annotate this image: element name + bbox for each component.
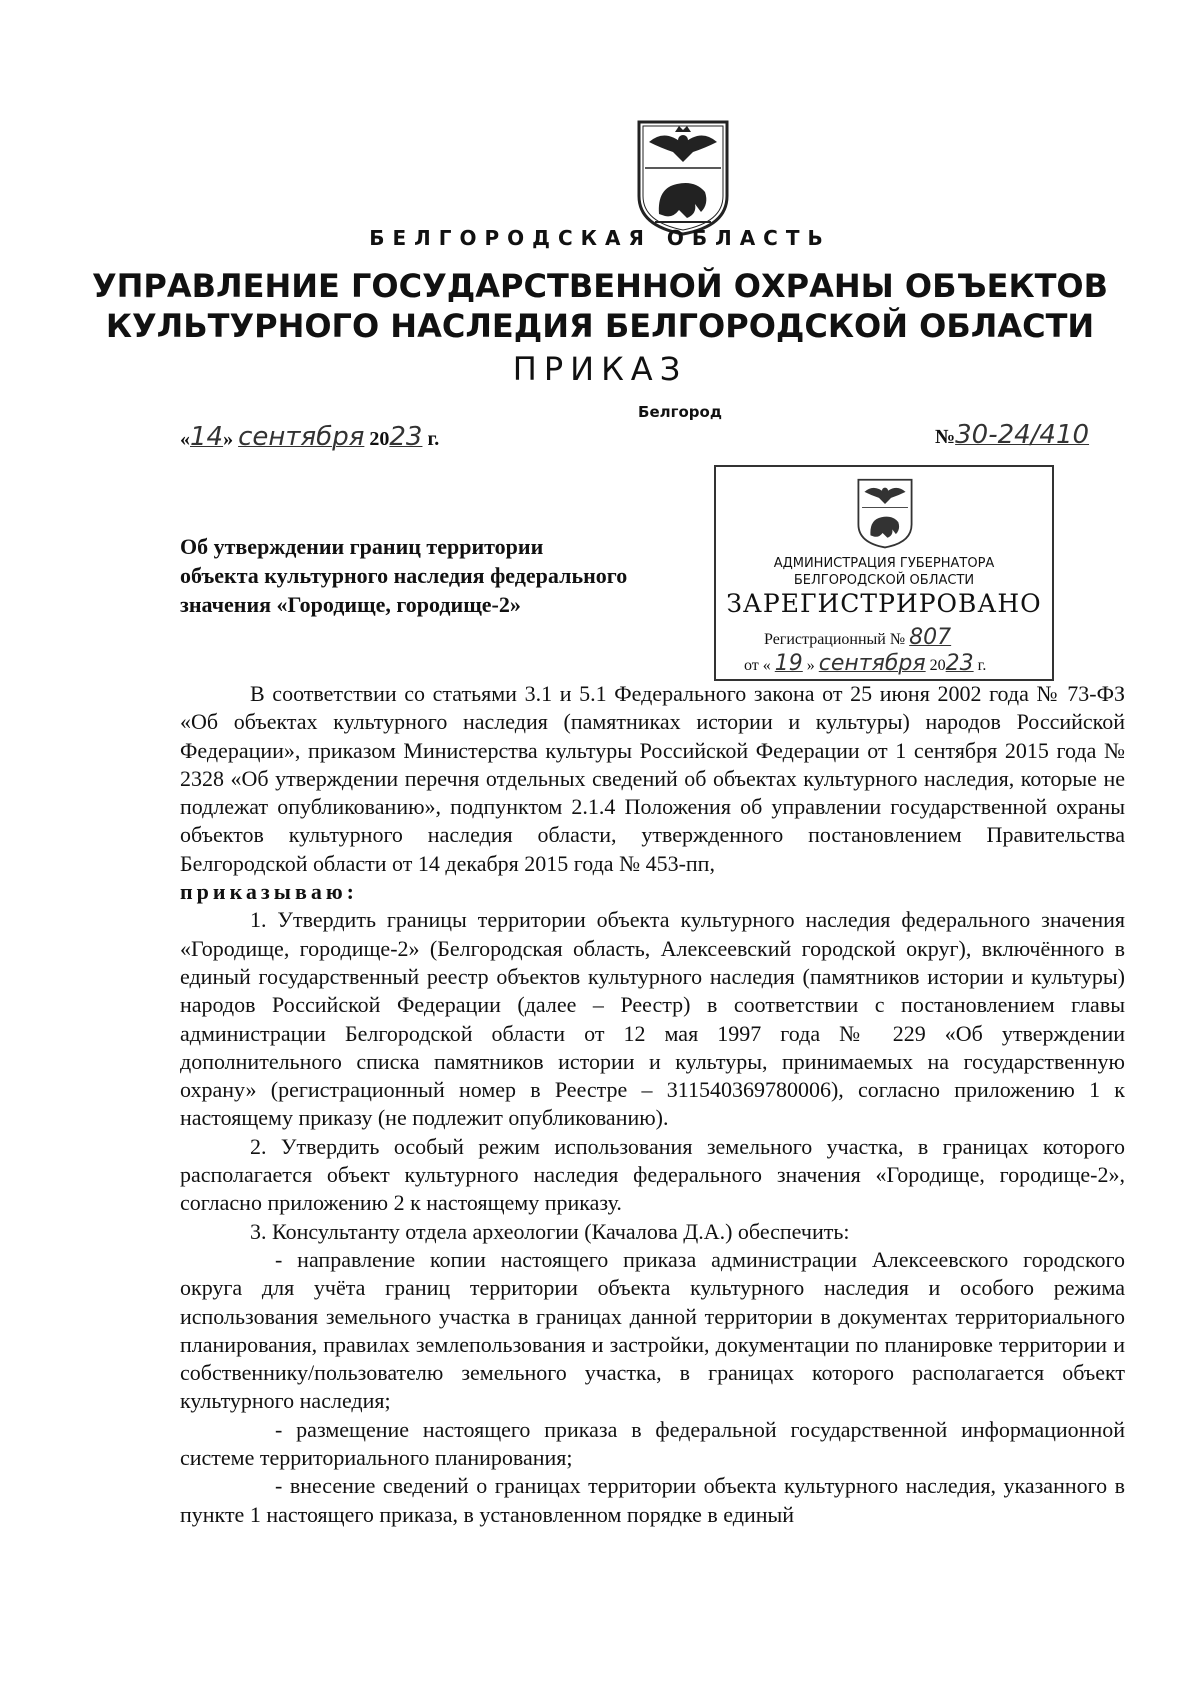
dash-item-1: - направление копии настоящего приказа администрации Алексеевского городского округа для учёта границ территории объекта культурного наследия и особого режима использования земельного участка в границах данной территории в документах территориального планирования, правилах землепользования и застройки, документации по планировке территории и собственнику/пользователю земельного участка, в границах которого располагается объект культурного наследия; bbox=[180, 1246, 1125, 1414]
agency-title-line-2: КУЛЬТУРНОГО НАСЛЕДИЯ БЕЛГОРОДСКОЙ ОБЛАСТИ bbox=[105, 307, 1095, 345]
date-year-mark: г. bbox=[427, 428, 440, 450]
document-type: ПРИКАЗ bbox=[512, 350, 688, 388]
stamp-date-year-prefix: 20 bbox=[929, 657, 946, 674]
order-number bbox=[935, 420, 1089, 450]
stamp-regno bbox=[764, 625, 951, 650]
date-year-prefix: 20 bbox=[369, 428, 390, 450]
stamp-date-day: 19 bbox=[774, 651, 803, 676]
date-month: сентября bbox=[238, 422, 365, 452]
stamp-regno-value: 807 bbox=[909, 625, 952, 650]
subject-line-3: значения «Городище, городище-2» bbox=[180, 592, 521, 617]
stamp-admin-label bbox=[716, 555, 1052, 589]
order-subject bbox=[180, 532, 700, 619]
stamp-date-prefix: от « bbox=[744, 657, 771, 674]
stamp-date bbox=[744, 651, 986, 676]
date-year-suffix: 23 bbox=[389, 422, 423, 452]
agency-title bbox=[0, 266, 1200, 346]
order-body bbox=[180, 680, 1125, 1529]
agency-title-line-1: УПРАВЛЕНИЕ ГОСУДАРСТВЕННОЙ ОХРАНЫ ОБЪЕКТОВ bbox=[91, 267, 1109, 305]
number-value: 30-24/410 bbox=[955, 420, 1090, 450]
item-1-paragraph: 1. Утвердить границы территории объекта культурного наследия федерального значения «Городище, городище-2» (Белгородская область, Алексеевский городской округ), включённого в единый государственный реестр объектов культурного наследия (памятников истории и культуры) народов Российской Федерации (далее – Реестр) в соответствии с постановлением главы администрации Белгородской области от 12 мая 1997 года № 229 «Об утверждении дополнительного списка памятников истории и культуры, принимаемых на государственную охрану» (регистрационный номер в Реестре – 311540369780006), согласно приложению 1 к настоящему приказу (не подлежит опубликованию). bbox=[180, 907, 1125, 1131]
stamp-coat-of-arms-icon bbox=[856, 477, 914, 549]
stamp-admin-line-1: АДМИНИСТРАЦИЯ ГУБЕРНАТОРА bbox=[773, 556, 995, 571]
item-2-paragraph: 2. Утвердить особый режим использования земельного участка, в границах которого располагается объект культурного наследия федерального значения «Городище, городище-2», согласно приложению 2 к настоящему приказу. bbox=[180, 1133, 1125, 1216]
region-title: БЕЛГОРОДСКАЯ ОБЛАСТЬ bbox=[369, 226, 831, 250]
preamble-paragraph: В соответствии со статьями 3.1 и 5.1 Федерального закона от 25 июня 2002 года № 73-ФЗ «Об объектах культурного наследия (памятниках истории и культуры) народов Российской Федерации», приказом Министерства культуры Российской Федерации от 1 сентября 2015 года № 2328 «Об утверждении перечня отдельных сведений об объектах культурного наследия, которые не подлежат опубликованию», подпунктом 2.1.4 Положения об управлении государственной охраны объектов культурного наследия области, утвержденного постановлением Правительства Белгородской области от 14 декабря 2015 года № 453-пп, bbox=[180, 681, 1125, 876]
stamp-date-month: сентября bbox=[818, 651, 926, 676]
number-prefix: № bbox=[935, 426, 956, 448]
stamp-date-year-suffix: 23 bbox=[945, 651, 974, 676]
subject-line-2: объекта культурного наследия федерального bbox=[180, 563, 628, 588]
order-word: приказываю: bbox=[180, 879, 358, 905]
item-3-paragraph: 3. Консультанту отдела археологии (Качалова Д.А.) обеспечить: bbox=[250, 1218, 850, 1244]
stamp-regno-label: Регистрационный № bbox=[764, 631, 906, 648]
registration-stamp bbox=[714, 465, 1054, 681]
subject-line-1: Об утверждении границ территории bbox=[180, 534, 544, 559]
date-day: 14 bbox=[190, 422, 224, 452]
city-label: Белгород bbox=[638, 403, 722, 421]
stamp-admin-line-2: БЕЛГОРОДСКОЙ ОБЛАСТИ bbox=[793, 573, 975, 588]
date-close-quote: » bbox=[223, 428, 234, 450]
dash-item-2: - размещение настоящего приказа в федеральной государственной информационной системе территориального планирования; bbox=[180, 1416, 1125, 1471]
stamp-date-close: » bbox=[806, 657, 815, 674]
stamp-registered: ЗАРЕГИСТРИРОВАНО bbox=[726, 589, 1042, 618]
belgorod-coat-of-arms-icon bbox=[635, 118, 731, 236]
dash-item-3: - внесение сведений о границах территории объекта культурного наследия, указанного в пункте 1 настоящего приказа, в установленном порядке в единый bbox=[180, 1473, 1125, 1527]
stamp-date-year-mark: г. bbox=[977, 657, 987, 674]
order-date bbox=[180, 422, 439, 452]
order-word-paragraph bbox=[180, 878, 1125, 906]
date-open-quote: « bbox=[180, 428, 190, 450]
